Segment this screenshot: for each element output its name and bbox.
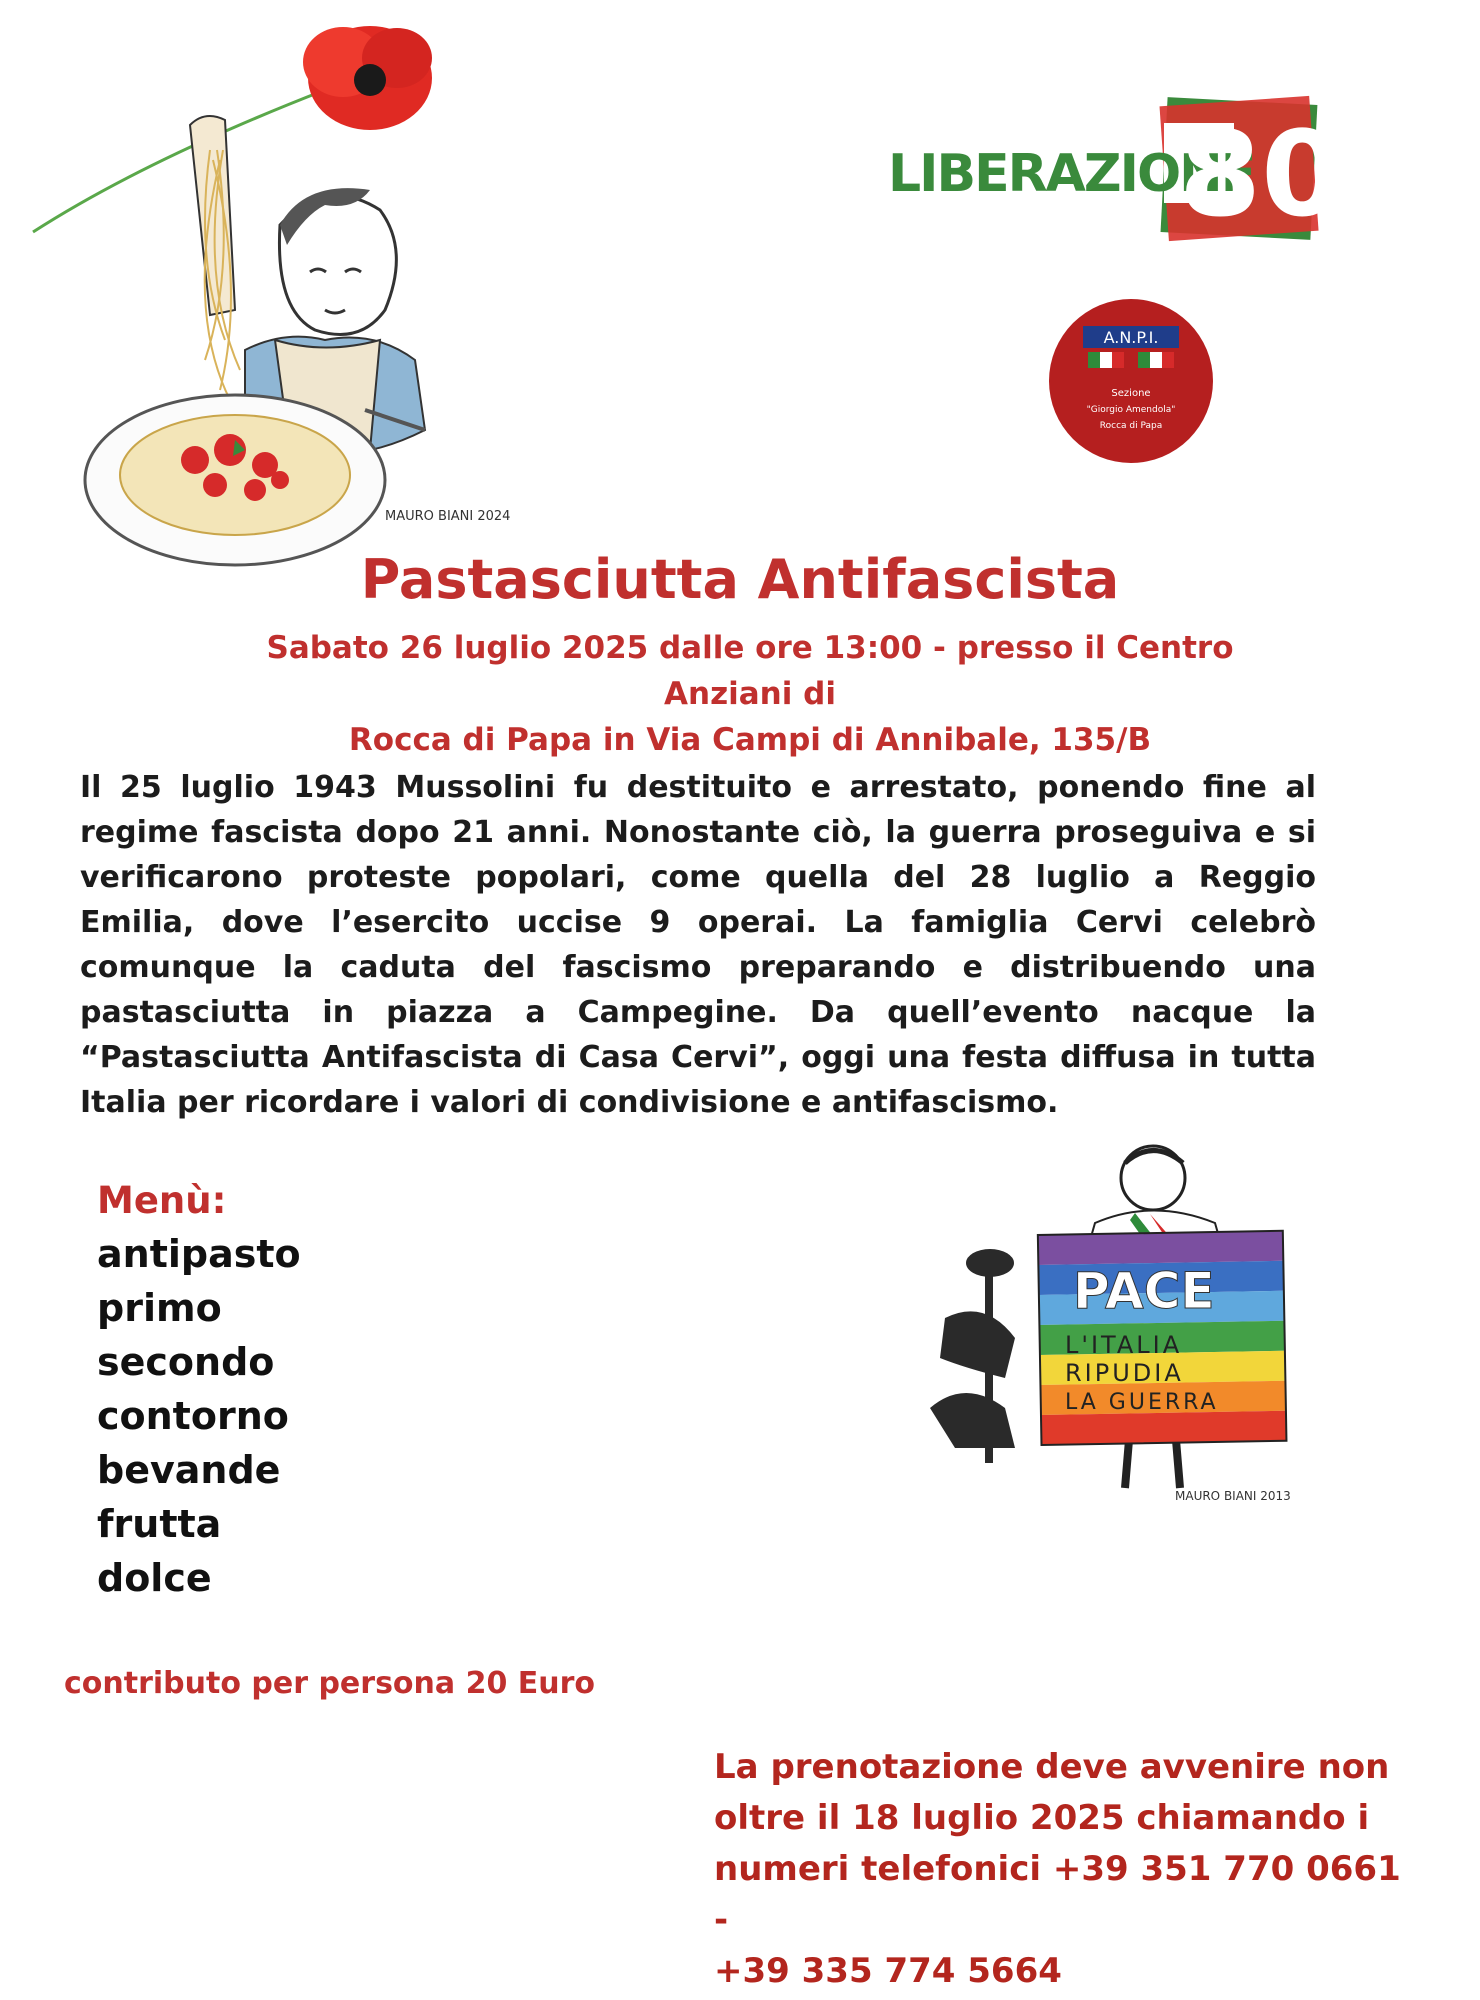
event-title: Pastasciutta Antifascista xyxy=(360,548,1120,611)
illustration-signature: MAURO BIANI 2013 xyxy=(1175,1489,1291,1503)
logo-number: 80 xyxy=(1179,105,1344,243)
flag-word: PACE xyxy=(1073,1262,1215,1320)
logo-text: LIBERAZIONE xyxy=(888,144,1255,204)
anpi-line2: "Giorgio Amendola" xyxy=(1086,405,1176,415)
anpi-line1: Sezione xyxy=(1111,388,1151,399)
menu-item: secondo xyxy=(97,1340,275,1384)
anpi-name: A.N.P.I. xyxy=(1103,328,1159,347)
illustration-signature: MAURO BIANI 2024 xyxy=(385,509,511,524)
booking-line-2: oltre il 18 luglio 2025 chiamando i xyxy=(714,1798,1370,1838)
menu-item: primo xyxy=(97,1286,222,1330)
booking-info xyxy=(714,1742,1404,1997)
booking-line-1: La prenotazione deve avvenire non xyxy=(714,1747,1390,1787)
flag-line-3: LA GUERRA xyxy=(1065,1390,1219,1415)
event-subtitle xyxy=(200,625,1300,763)
menu-item: contorno xyxy=(97,1394,289,1438)
contribution-text: contributo per persona 20 Euro xyxy=(64,1666,596,1701)
history-paragraph: Il 25 luglio 1943 Mussolini fu destituito e arrestato, ponendo fine al regime fascista dopo 21 anni. Nonostante ciò, la guerra proseguiva e si verificarono proteste popolari, come quella del 28 luglio a Reggio Emilia, dove l’esercito uccise 9 operai. La famiglia Cervi celebrò comunque la caduta del fascismo preparando e distribuendo una pastasciutta in piazza a Campegine. Da quell’evento nacque la “Pastasciutta Antifascista di Casa Cervi”, oggi una festa diffusa in tutta Italia per ricordare i valori di condivisione e antifascismo. xyxy=(80,770,1316,1120)
booking-line-4: +39 335 774 5664 xyxy=(714,1951,1062,1991)
menu-item: antipasto xyxy=(97,1232,301,1276)
flag-line-2: RIPUDIA xyxy=(1065,1359,1184,1387)
peace-flag-illustration xyxy=(925,1128,1315,1508)
poppy-flower-icon xyxy=(303,26,432,130)
booking-line-3: numeri telefonici +39 351 770 0661 - xyxy=(714,1849,1401,1940)
menu-item: dolce xyxy=(97,1556,212,1600)
flag-line-1: L'ITALIA xyxy=(1065,1331,1183,1359)
subtitle-line-2: Rocca di Papa in Via Campi di Annibale, 135/B xyxy=(348,722,1152,758)
pasta-child-illustration xyxy=(25,10,511,570)
menu-item: frutta xyxy=(97,1502,222,1546)
liberazione-80-logo xyxy=(884,93,1344,243)
anpi-line3: Rocca di Papa xyxy=(1099,421,1163,431)
anpi-badge xyxy=(1048,298,1214,464)
menu-section xyxy=(97,1175,301,1605)
subtitle-line-1: Sabato 26 luglio 2025 dalle ore 13:00 - presso il Centro Anziani di xyxy=(266,630,1234,712)
menu-title: Menù: xyxy=(97,1179,227,1222)
menu-item: bevande xyxy=(97,1448,281,1492)
